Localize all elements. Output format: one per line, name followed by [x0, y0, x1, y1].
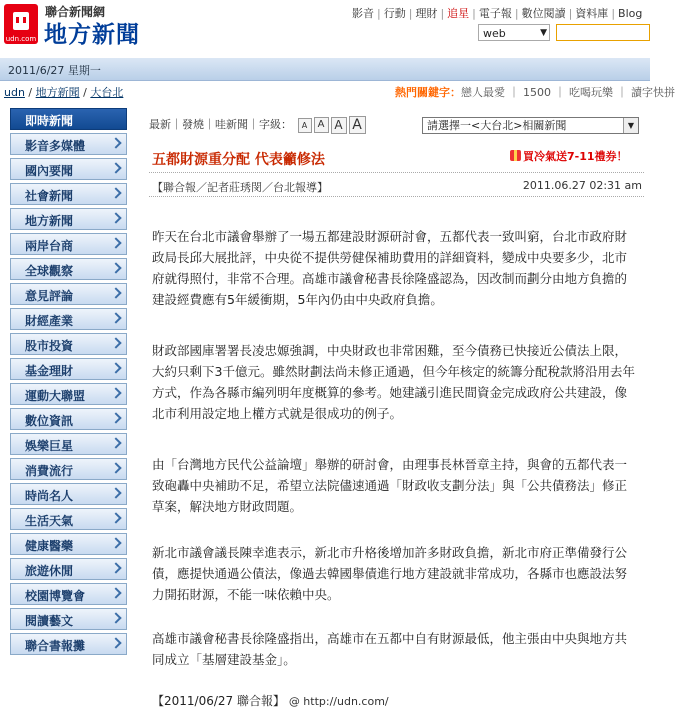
divider	[149, 172, 644, 173]
sidebar	[10, 108, 127, 658]
hot-keywords-items[interactable]: 戀人最愛 ｜ 1500 ｜ 吃喝玩樂 ｜ 讀字快拼	[461, 86, 675, 99]
article-paragraph: 新北市議會議長陳幸進表示，新北市升格後增加許多財政負擔，新北市府正準備發行公債，應提快通過公債法，像過去韓國舉債進行地方建設就非常成功，各縣市也應設法努力開拓財源，不能一味依賴中央。	[152, 545, 628, 602]
font-size-large-button[interactable]: A	[331, 117, 347, 134]
sidebar-item-local[interactable]: 地方新聞	[10, 208, 127, 230]
nav-mobile[interactable]: 行動	[383, 7, 406, 20]
sidebar-item-domestic[interactable]: 國內要聞	[10, 158, 127, 180]
chevron-down-icon: ▼	[623, 118, 638, 133]
nav-video[interactable]: 影音	[352, 7, 374, 20]
sidebar-item-life-weather[interactable]: 生活天氣	[10, 508, 127, 530]
related-news-value: 請選擇一<大台北>相關新聞	[427, 119, 567, 132]
breadcrumb-taipei[interactable]: 大台北	[90, 86, 124, 99]
chevron-right-icon	[110, 437, 121, 448]
font-size-small-button[interactable]: A	[298, 118, 312, 133]
logo-url-text: udn.com	[5, 35, 37, 43]
divider	[149, 196, 644, 197]
sidebar-item-digital[interactable]: 數位資訊	[10, 408, 127, 430]
sidebar-item-reading-arts[interactable]: 閱讀藝文	[10, 608, 127, 630]
sidebar-item-sports[interactable]: 運動大聯盟	[10, 383, 127, 405]
nav-digital-reading[interactable]: 數位閱讀	[521, 7, 566, 20]
article-paragraph: 財政部國庫署署長凌忠嫄強調，中央財政也非常困難，至今債務已快接近公債法上限，大約只剩下3千億元。雖然財劃法尚未修正通過，但今年核定的統籌分配稅款將沿用去年方式，作為各縣市編列明年度概算的參考。她建議引進民間資金完成政府公共建設，像北市利用設定地上權方式就是很成功的例子。	[152, 343, 635, 421]
sidebar-item-finance[interactable]: 財經產業	[10, 308, 127, 330]
sidebar-item-breaking-news[interactable]: 即時新聞	[10, 108, 127, 130]
chevron-right-icon	[110, 312, 121, 323]
chevron-right-icon	[110, 237, 121, 248]
chevron-right-icon	[110, 562, 121, 573]
hot-keywords-label: 熱門關鍵字：	[395, 86, 461, 99]
sidebar-item-cross-strait[interactable]: 兩岸台商	[10, 233, 127, 255]
footer-source: 【2011/06/27 聯合報】	[152, 694, 285, 708]
sidebar-item-society[interactable]: 社會新聞	[10, 183, 127, 205]
search-scope-value: web	[483, 27, 506, 40]
sidebar-item-newsstand[interactable]: 聯合書報攤	[10, 633, 127, 655]
chevron-right-icon	[110, 487, 121, 498]
article-footer	[152, 692, 389, 709]
chevron-right-icon	[110, 637, 121, 648]
breadcrumb: udn / 地方新聞 / 大台北	[4, 86, 124, 99]
search-input[interactable]	[556, 24, 650, 41]
sidebar-item-entertainment[interactable]: 娛樂巨星	[10, 433, 127, 455]
article-title: 五都財源重分配 代表籲修法	[152, 152, 325, 168]
sidebar-item-stocks[interactable]: 股市投資	[10, 333, 127, 355]
sidebar-item-opinion[interactable]: 意見評論	[10, 283, 127, 305]
chevron-right-icon	[110, 212, 121, 223]
sidebar-item-travel[interactable]: 旅遊休閒	[10, 558, 127, 580]
sidebar-item-health[interactable]: 健康醫藥	[10, 533, 127, 555]
article-paragraph: 昨天在台北市議會舉辦了一場五都建設財源研討會，五都代表一致叫窮，台北市政府財政局長邱大展批評，中央從不提供勞健保補助費用的詳細資料，變成中央要多少，北市府就得照付，非常不合理。高雄市議會秘書長徐隆盛認為，因改制而劃分由地方負擔的建設經費應有5年緩衝期，5年內仍由中央政府負擔。	[152, 229, 628, 307]
hot-keywords	[395, 84, 675, 100]
sidebar-item-fashion[interactable]: 時尚名人	[10, 483, 127, 505]
promo-link[interactable]	[510, 148, 628, 164]
chevron-right-icon	[110, 187, 121, 198]
chevron-right-icon	[110, 612, 121, 623]
breadcrumb-udn[interactable]: udn	[4, 86, 25, 99]
udn-logo[interactable]	[4, 4, 38, 44]
sidebar-item-campus[interactable]: 校園博覽會	[10, 583, 127, 605]
article-datetime: 2011.06.27 02:31 am	[522, 179, 642, 192]
chevron-right-icon	[110, 512, 121, 523]
nav-database[interactable]: 資料庫	[575, 7, 609, 20]
font-size-xlarge-button[interactable]: A	[349, 116, 366, 134]
footer-url[interactable]: @ http://udn.com/	[288, 695, 389, 708]
sidebar-item-shopping[interactable]: 消費流行	[10, 458, 127, 480]
chevron-down-icon: ▼	[540, 28, 547, 38]
chevron-right-icon	[110, 387, 121, 398]
site-header	[0, 0, 650, 56]
sidebar-item-multimedia[interactable]: 影音多媒體	[10, 133, 127, 155]
chevron-right-icon	[110, 287, 121, 298]
article-paragraph: 高雄市議會秘書長徐隆盛指出，高雄市在五都中自有財源最低，他主張由中央與地方共同成立「基層建設基金」。	[152, 631, 628, 667]
top-nav: 影音 | 行動 | 理財 | 追星 | 電子報 | 數位閱讀 | 資料庫 | Blog	[352, 7, 643, 20]
nav-finance[interactable]: 理財	[415, 7, 438, 20]
breadcrumb-local-news[interactable]: 地方新聞	[35, 86, 80, 99]
chevron-right-icon	[110, 362, 121, 373]
chevron-right-icon	[110, 462, 121, 473]
font-size-medium-button[interactable]: A	[314, 117, 329, 133]
nav-blog[interactable]: Blog	[618, 7, 643, 20]
chevron-right-icon	[110, 262, 121, 273]
article-toolbar	[149, 116, 366, 134]
gift-icon	[510, 150, 521, 161]
brand-title[interactable]: 地方新聞	[44, 21, 140, 48]
promo-text: 買冷氣送7-11禮券！	[523, 150, 628, 163]
sidebar-item-global[interactable]: 全球觀察	[10, 258, 127, 280]
chevron-right-icon	[110, 537, 121, 548]
article-paragraph: 由「台灣地方民代公益論壇」舉辦的研討會，由理事長林晉章主持，與會的五都代表一致砲轟中央補助不足，希望立法院儘速通過「財政收支劃分法」與「公共債務法」修正草案，解決地方財政問題。	[152, 457, 628, 514]
nav-epaper[interactable]: 電子報	[478, 7, 512, 20]
chevron-right-icon	[110, 337, 121, 348]
plug-icon	[13, 12, 29, 30]
chevron-right-icon	[110, 587, 121, 598]
chevron-right-icon	[110, 162, 121, 173]
article-area	[141, 108, 650, 711]
byline: 【聯合報／記者莊琇閔／台北報導】	[152, 181, 328, 194]
chevron-right-icon	[110, 137, 121, 148]
search-scope-select[interactable]	[478, 24, 550, 41]
date-bar	[0, 58, 650, 81]
current-date: 2011/6/27 星期一	[8, 64, 101, 77]
related-news-select[interactable]	[422, 117, 639, 134]
chevron-right-icon	[110, 412, 121, 423]
brand-small[interactable]: 聯合新聞網	[45, 5, 106, 19]
nav-star[interactable]: 追星	[447, 7, 470, 20]
sidebar-item-funds[interactable]: 基金理財	[10, 358, 127, 380]
toolbar-links[interactable]: 最新｜發燒｜哇新聞｜字級：	[149, 118, 292, 131]
